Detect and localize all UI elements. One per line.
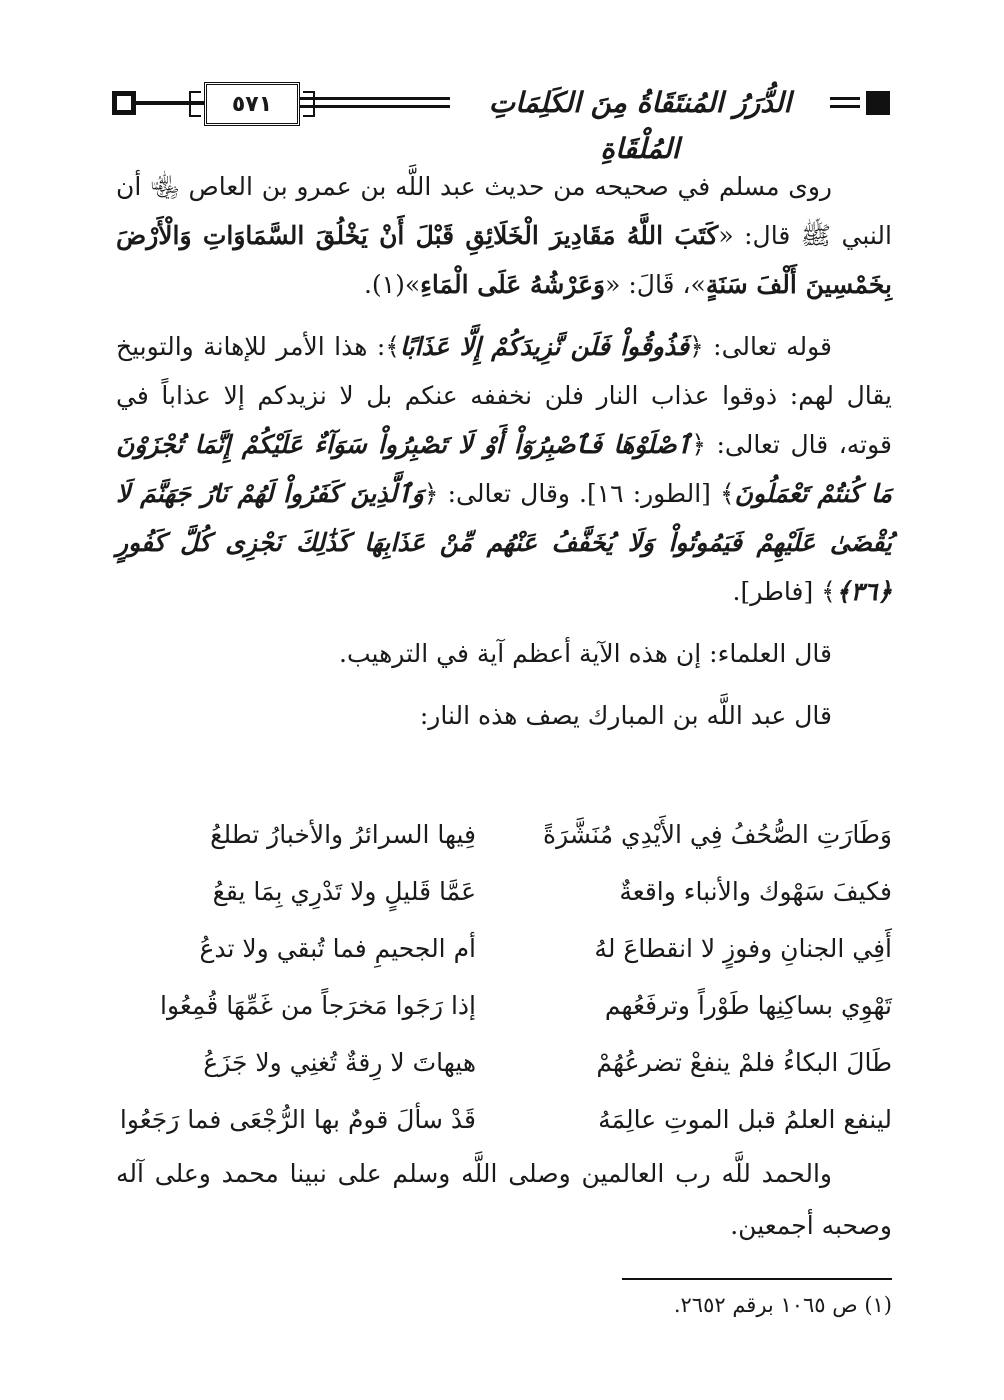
book-title: الدُّرَرُ المُنتَقَاةُ مِنَ الكَلِمَاتِ المُلْقَاةِ — [450, 80, 830, 172]
footnote-separator — [622, 1278, 892, 1280]
poem-verse — [116, 1034, 892, 1091]
poem-first-hemistich: طَالَ البكاءُ فلمْ ينفعْ تضرعُهُمْ — [596, 1048, 892, 1077]
hadith-intro: روى مسلم في صحيحه من حديث عبد اللَّه بن عمرو بن العاص ﵄ أن النبي ﷺ قال: « — [116, 172, 892, 250]
paragraph-hadith — [116, 162, 892, 309]
poem-second-hemistich: فِيها السرائرُ والأخبارُ تطلعُ — [210, 820, 476, 849]
poem-second-hemistich: إذا رَجَوا مَخرَجاً من غَمِّهَا قُمِعُوا — [160, 991, 476, 1020]
poem-verse — [116, 1091, 892, 1148]
poem-verse — [116, 920, 892, 977]
paragraph-poem-intro: قال عبد اللَّه بن المبارك يصف هذه النار: — [419, 701, 832, 730]
poem-verse — [116, 863, 892, 920]
poem-second-hemistich: قَدْ سألَ قومٌ بها الرُّجْعَى فما رَجَعُوا — [119, 1105, 476, 1134]
quran-verse-2: ٱصْلَوْهَا فَٱصْبِرُوٓاْ أَوْ لَا تَصْبِرُواْ سَوَآءٌ عَلَيْكُمْ إِنَّمَا تُجْزَوْنَ مَا كُنتُمْ تَعْمَلُونَ — [116, 430, 892, 508]
poem-second-hemistich: هيهاتَ لا رِقةٌ تُغنِي ولا جَزَعُ — [203, 1048, 476, 1077]
poem — [116, 806, 892, 1148]
quran-verse-3: وَٱلَّذِينَ كَفَرُواْ لَهُمْ نَارُ جَهَنَّمَ لَا يُقْضَىٰ عَلَيْهِمْ فَيَمُوتُواْ وَلَا يُخَفَّفُ عَنْهُم مِّنْ عَذَابِهَا كَذَٰلِكَ نَجْزِى كُلَّ كَفُورٍ ﴿٣٦﴾ — [116, 479, 892, 606]
closing-text: والحمد للَّه رب العالمين وصلى اللَّه وسلم على نبينا محمد وعلى آله وصحبه أجمعين. — [116, 1159, 892, 1240]
page-number: ٥٧١ — [204, 82, 300, 126]
tafsir-text-4: ﴾ [فاطر]. — [732, 577, 836, 606]
quran-verse-1: فَذُوقُواْ فَلَن نَّزِيدَكُمْ إِلَّا عَذَابًا — [399, 332, 690, 361]
poem-first-hemistich: أَفِي الجنانِ وفوزٍ لا انقطاعَ لهُ — [594, 934, 892, 963]
header-ornament-square-right — [866, 91, 890, 115]
hadith-text-1: كَتَبَ اللَّهُ مَقَادِيرَ الْخَلَائِقِ قَبْلَ أَنْ يَخْلُقَ السَّمَاوَاتِ وَالْأَرْضَ بِخَمْسِينَ أَلْفَ سَنَةٍ — [116, 221, 892, 299]
closing-prayer — [116, 1148, 892, 1252]
poem-second-hemistich: أم الجحيمِ فما تُبقي ولا تدعُ — [199, 934, 476, 963]
poem-first-hemistich: لينفع العلمُ قبل الموتِ عالِمَهُ — [598, 1105, 892, 1134]
main-text — [116, 162, 892, 753]
paragraph-scholars: قال العلماء: إن هذه الآية أعظم آية في الترهيب. — [339, 639, 832, 668]
poem-first-hemistich: تَهْوِي بساكِنِها طَوْراً وترفَعُهم — [604, 991, 892, 1020]
poem-first-hemistich: وَطَارَتِ الصُّحُفُ فِي الأَيْدِي مُنَشَّرَةً — [542, 820, 892, 849]
poem-verse — [116, 806, 892, 863]
poem-verse — [116, 977, 892, 1034]
header-ornament-square-left — [112, 91, 136, 115]
tafsir-text-1: قوله تعالى: ﴿ — [689, 332, 832, 361]
hadith-text-2: وَعَرْشُهُ عَلَى الْمَاءِ — [420, 270, 606, 299]
poem-second-hemistich: عَمَّا قَليلٍ ولا تَدْرِي بِمَا يقعُ — [212, 877, 476, 906]
tafsir-text-3: ﴾ [الطور: ١٦]. وقال تعالى: ﴿ — [423, 479, 735, 508]
hadith-mid: »، قَالَ: « — [605, 270, 706, 299]
hadith-end: »(١). — [363, 270, 421, 299]
footnote: (١) ص ١٠٦٥ برقم ٢٦٥٢. — [673, 1293, 892, 1317]
paragraph-tafsir — [116, 322, 892, 616]
poem-first-hemistich: فكيفَ سَهْوك والأنباء واقعةٌ — [619, 877, 892, 906]
tafsir-text-2: ﴾: هذا الأمر للإهانة والتوبيخ يقال لهم: ذوقوا عذاب النار فلن نخففه عنكم بل لا نزيدكم إلا عذاباً في قوته، قال تعالى: ﴿ — [116, 332, 893, 459]
page-header — [112, 74, 890, 165]
